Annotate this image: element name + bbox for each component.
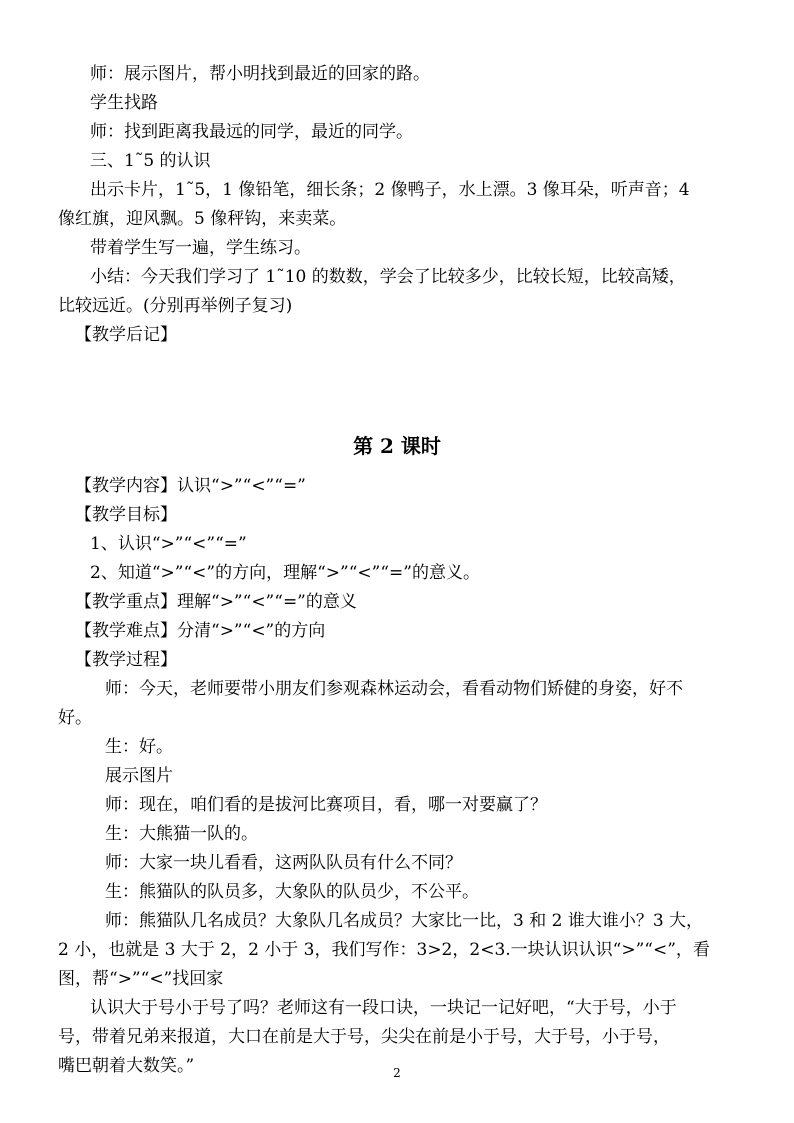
text-line: 生：熊猫队的队员多，大象队的队员少，不公平。 <box>105 882 479 902</box>
text-line: 2、知道“>”“<”的方向，理解“>”“<”“=”的意义。 <box>90 563 480 583</box>
text-line: 师：大家一块儿看看，这两队队员有什么不同？ <box>105 853 462 873</box>
text-line: 2 小，也就是 3 大于 2，2 小于 3，我们写作：3>2，2<3.一块认识认识“>”“<”，看 <box>58 940 710 960</box>
text-line: 像红旗，迎风飘。5 像秤钩，来卖菜。 <box>58 209 347 229</box>
section-label: 【教学内容】认识“>”“<”“=” <box>75 476 306 496</box>
text-line: 嘴巴朝着大数笑。” <box>58 1056 195 1076</box>
text-line: 小结：今天我们学习了 1˜10 的数数，学会了比较多少，比较长短，比较高矮， <box>90 267 686 287</box>
text-line: 图，帮“>”“<”找回家 <box>58 969 224 989</box>
page-number: 2 <box>393 1066 401 1080</box>
section-heading: 三、1˜5 的认识 <box>90 151 211 171</box>
text-line: 展示图片 <box>105 766 173 786</box>
text-line: 号，带着兄弟来报道，大口在前是大于号，尖尖在前是小于号，大于号，小于号， <box>58 1027 670 1047</box>
text-line: 生：大熊猫一队的。 <box>105 824 258 844</box>
text-line: 师：今天，老师要带小朋友们参观森林运动会，看看动物们矫健的身姿，好不 <box>105 679 683 699</box>
section-label: 【教学重点】理解“>”“<”“=”的意义 <box>75 592 357 612</box>
text-line: 师：熊猫队几名成员？大象队几名成员？大家比一比，3 和 2 谁大谁小？3 大， <box>105 911 704 931</box>
text-line: 出示卡片，1˜5，1 像铅笔，细长条；2 像鸭子，水上漂。3 像耳朵，听声音；4 <box>90 180 690 200</box>
text-line: 师：找到距离我最远的同学，最近的同学。 <box>90 122 413 142</box>
text-line: 比较远近。(分别再举例子复习) <box>58 296 293 316</box>
section-label: 【教学过程】 <box>75 650 177 670</box>
text-line: 师：展示图片，帮小明找到最近的回家的路。 <box>90 64 430 84</box>
section-label: 【教学后记】 <box>75 325 177 345</box>
text-line: 认识大于号小于号了吗？老师这有一段口诀，一块记一记好吧，“大于号，小于 <box>90 998 677 1018</box>
section-label: 【教学目标】 <box>75 505 177 525</box>
text-line: 师：现在，咱们看的是拔河比赛项目，看，哪一对要赢了？ <box>105 795 547 815</box>
text-line: 1、认识“>”“<”“=” <box>90 534 247 554</box>
section-label: 【教学难点】分清“>”“<”的方向 <box>75 621 326 641</box>
text-line: 生：好。 <box>105 737 173 757</box>
text-line: 学生找路 <box>90 93 158 113</box>
lesson-title: 第 2 课时 <box>353 434 441 458</box>
text-line: 带着学生写一遍，学生练习。 <box>90 238 311 258</box>
text-line: 好。 <box>58 708 92 728</box>
